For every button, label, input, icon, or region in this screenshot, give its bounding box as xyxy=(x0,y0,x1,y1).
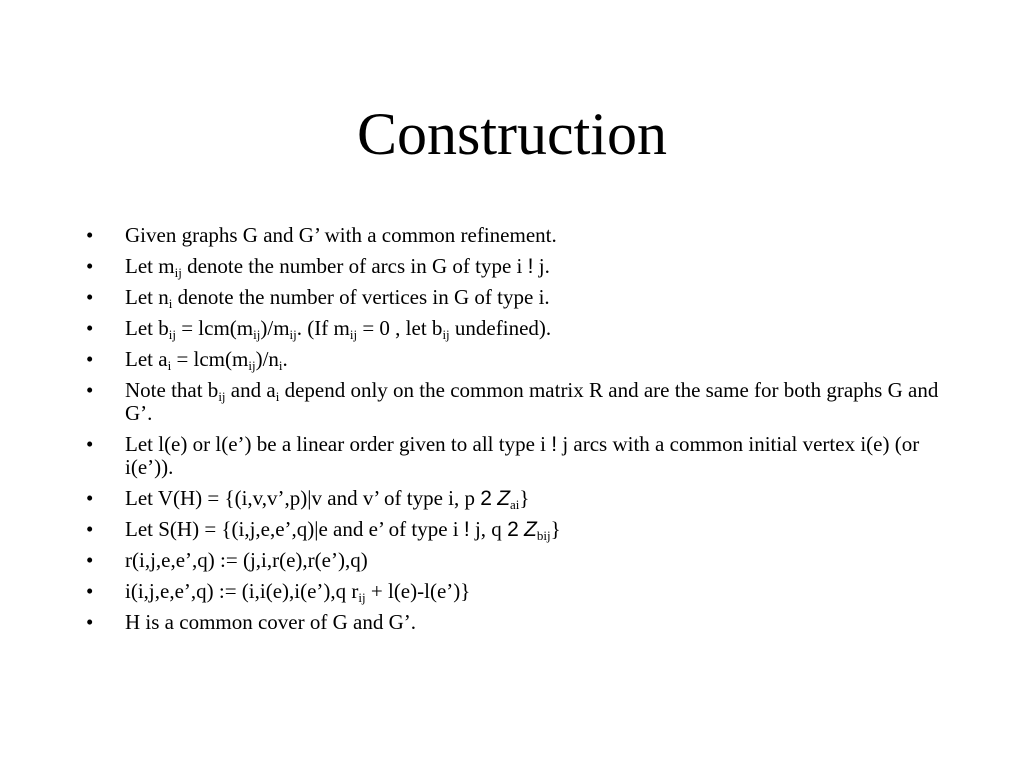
bullet-dot: • xyxy=(86,432,94,456)
text-run: depend only on the common matrix R and are the same for both graphs G and G’. xyxy=(125,378,939,425)
integer-set-symbol: Z xyxy=(524,518,537,541)
text-run: )/n xyxy=(255,347,279,371)
subscript: ij xyxy=(174,265,182,280)
bullet-text xyxy=(125,432,919,479)
bullet-text xyxy=(125,223,557,247)
subscript: ij xyxy=(218,389,226,404)
text-run: Let b xyxy=(125,316,169,340)
bullet-item xyxy=(86,348,946,371)
bullet-text xyxy=(125,254,550,278)
text-run: and a xyxy=(225,378,276,402)
bullet-dot: • xyxy=(86,486,94,510)
text-run: } xyxy=(550,517,561,541)
bullet-item xyxy=(86,580,946,603)
bullet-list xyxy=(86,224,946,642)
bullet-item xyxy=(86,487,946,510)
text-run: H is a common cover of G and G’. xyxy=(125,610,417,634)
bullet-dot: • xyxy=(86,254,94,278)
text-run: r(i,j,e,e’,q) := (j,i,r(e),r(e’),q) xyxy=(125,548,368,572)
bullet-text xyxy=(125,548,368,572)
text-run: )/m xyxy=(260,316,290,340)
bullet-item xyxy=(86,611,946,634)
text-run: = 0 , let b xyxy=(357,316,443,340)
text-run: denote the number of vertices in G of type i. xyxy=(172,285,550,309)
subscript: i xyxy=(275,389,280,404)
bullet-item xyxy=(86,518,946,541)
text-run: Let V(H) = {(i,v,v’,p)|v and v’ of type i, p xyxy=(125,486,481,510)
symbol-glyph: ! xyxy=(463,518,470,541)
text-run: Given graphs G and G’ with a common refinement. xyxy=(125,223,557,247)
bullet-item xyxy=(86,549,946,572)
text-run: i(i,j,e,e’,q) := (i,i(e),i(e’),q r xyxy=(125,579,359,603)
text-run: undefined). xyxy=(449,316,552,340)
text-run: } xyxy=(519,486,530,510)
bullet-text xyxy=(125,610,416,634)
bullet-dot: • xyxy=(86,223,94,247)
text-run: . (If m xyxy=(296,316,350,340)
bullet-item xyxy=(86,286,946,309)
subscript: i xyxy=(168,296,173,311)
subscript: ij xyxy=(253,327,261,342)
bullet-dot: • xyxy=(86,316,94,340)
subscript: i xyxy=(278,358,283,373)
subscript: ij xyxy=(248,358,256,373)
symbol-glyph: 2 xyxy=(507,518,519,541)
bullet-dot: • xyxy=(86,285,94,309)
bullet-text xyxy=(125,378,938,425)
subscript: ij xyxy=(289,327,297,342)
subscript: ij xyxy=(442,327,450,342)
bullet-text xyxy=(125,316,551,340)
bullet-item xyxy=(86,255,946,278)
text-run: Let l(e) or l(e’) be a linear order given to all type i xyxy=(125,432,552,456)
text-run: j arcs with a common initial vertex i(e) (or i(e’)). xyxy=(125,432,920,479)
bullet-dot: • xyxy=(86,548,94,572)
text-run: Let n xyxy=(125,285,169,309)
subscript: ij xyxy=(168,327,176,342)
bullet-text xyxy=(125,517,561,541)
bullet-item xyxy=(86,224,946,247)
bullet-item xyxy=(86,317,946,340)
subscript: ij xyxy=(358,590,366,605)
bullet-dot: • xyxy=(86,378,94,402)
integer-set-symbol: Z xyxy=(497,487,511,510)
bullet-item xyxy=(86,433,946,479)
text-run: . xyxy=(282,347,288,371)
bullet-dot: • xyxy=(86,517,94,541)
text-run: Let m xyxy=(125,254,175,278)
bullet-dot: • xyxy=(86,347,94,371)
text-run: = lcm(m xyxy=(171,347,249,371)
text-run: j, q xyxy=(469,517,508,541)
text-run: Let S(H) = {(i,j,e,e’,q)|e and e’ of type i xyxy=(125,517,464,541)
bullet-item xyxy=(86,379,946,425)
text-run: denote the number of arcs in G of type i xyxy=(181,254,528,278)
text-run: Let a xyxy=(125,347,168,371)
bullet-dot: • xyxy=(86,610,94,634)
symbol-glyph: 2 xyxy=(480,487,492,510)
symbol-glyph: ! xyxy=(551,433,558,456)
bullet-text xyxy=(125,486,530,510)
text-run: j. xyxy=(533,254,550,278)
text-run: Note that b xyxy=(125,378,219,402)
slide-title: Construction xyxy=(357,101,667,167)
text-run: = lcm(m xyxy=(175,316,254,340)
subscript: ai xyxy=(510,497,520,512)
bullet-text xyxy=(125,579,470,603)
subscript: bij xyxy=(536,528,551,543)
symbol-glyph: ! xyxy=(527,255,534,278)
bullet-text xyxy=(125,347,288,371)
subscript: i xyxy=(167,358,172,373)
bullet-dot: • xyxy=(86,579,94,603)
text-run: + l(e)-l(e’)} xyxy=(365,579,471,603)
subscript: ij xyxy=(349,327,358,342)
bullet-text xyxy=(125,285,550,309)
